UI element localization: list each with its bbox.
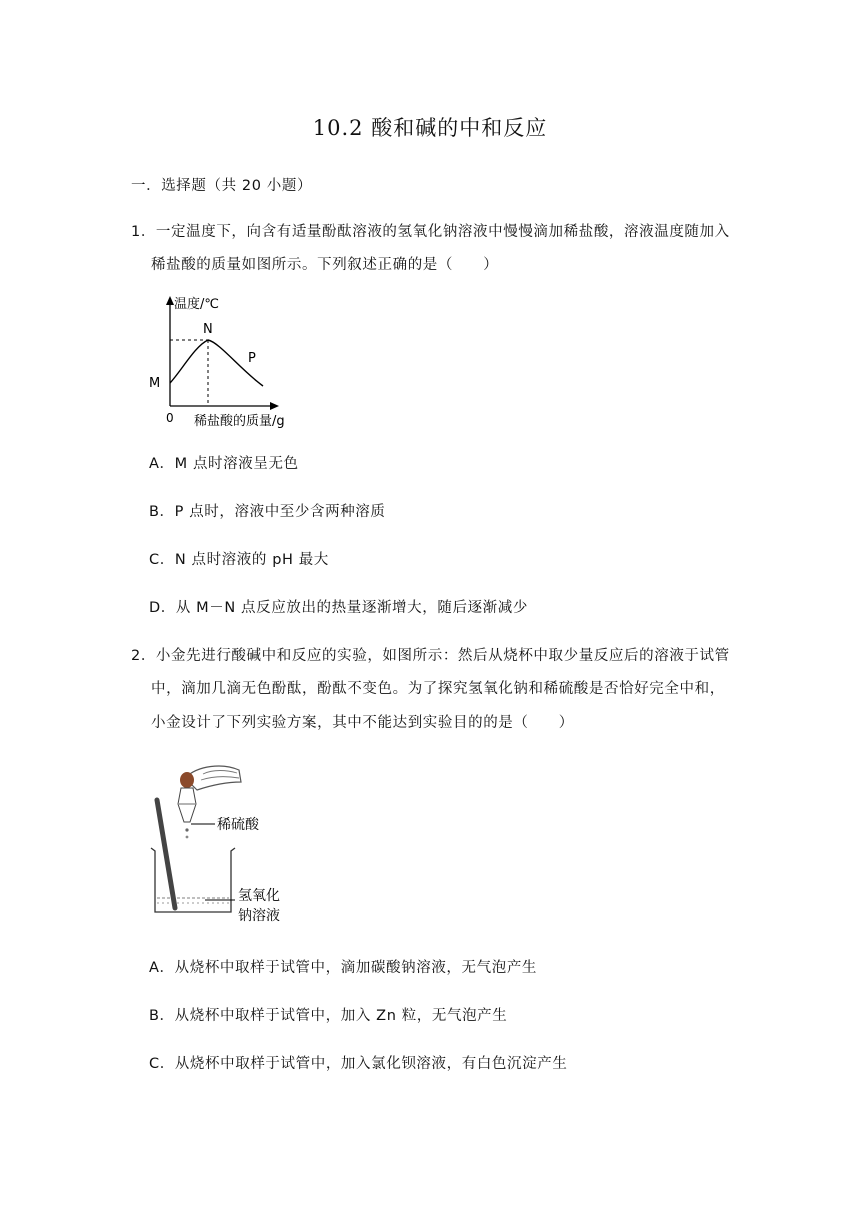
point-m-label: M: [149, 376, 161, 391]
q1-option-d: D．从 M－N 点反应放出的热量逐渐增大，随后逐渐减少: [149, 600, 528, 616]
x-axis-label: 稀盐酸的质量/g: [194, 414, 285, 429]
point-n-label: N: [203, 322, 213, 337]
point-p-label: P: [248, 351, 256, 366]
acid-label: 稀硫酸: [217, 817, 259, 833]
origin-label: 0: [166, 411, 174, 425]
q1-stem-line1: 1．一定温度下，向含有适量酚酞溶液的氢氧化钠溶液中慢慢滴加稀盐酸，溶液温度随加入: [131, 224, 730, 240]
q2-option-a: A．从烧杯中取样于试管中，滴加碳酸钠溶液，无气泡产生: [149, 960, 538, 976]
q2-stem-line1: 2．小金先进行酸碱中和反应的实验，如图所示：然后从烧杯中取少量反应后的溶液于试管: [131, 648, 730, 664]
q2-stem-line3: 小金设计了下列实验方案，其中不能达到实验目的的是（ ）: [151, 715, 574, 731]
q1-option-a: A．M 点时溶液呈无色: [149, 456, 299, 472]
neutralization-apparatus-figure: [143, 760, 303, 930]
beaker-icon: [151, 848, 235, 912]
q2-option-c: C．从烧杯中取样于试管中，加入氯化钡溶液，有白色沉淀产生: [149, 1056, 568, 1072]
y-axis-label: 温度/℃: [174, 297, 219, 312]
dropper-body-icon: [178, 788, 196, 822]
q1-option-b: B．P 点时，溶液中至少含两种溶质: [149, 504, 386, 520]
glass-rod-icon: [157, 800, 175, 908]
q2-option-b: B．从烧杯中取样于试管中，加入 Zn 粒，无气泡产生: [149, 1008, 508, 1024]
section-heading: 一．选择题（共 20 小题）: [131, 178, 313, 194]
base-label-line1: 氢氧化: [238, 888, 280, 904]
q1-option-c: C．N 点时溶液的 pH 最大: [149, 552, 329, 568]
temperature-curve-figure: [145, 292, 315, 430]
base-label-line2: 钠溶液: [238, 908, 280, 924]
y-axis-arrow: [166, 296, 174, 305]
dropper-bulb-icon: [180, 772, 194, 788]
q1-stem-line2: 稀盐酸的质量如图所示。下列叙述正确的是（ ）: [151, 257, 499, 273]
page-title: 10.2 酸和碱的中和反应: [312, 116, 548, 140]
q2-stem-line2: 中，滴加几滴无色酚酞，酚酞不变色。为了探究氢氧化钠和稀硫酸是否恰好完全中和，: [151, 681, 725, 697]
x-axis-arrow: [270, 402, 279, 410]
acid-drop-icon: [185, 828, 188, 831]
